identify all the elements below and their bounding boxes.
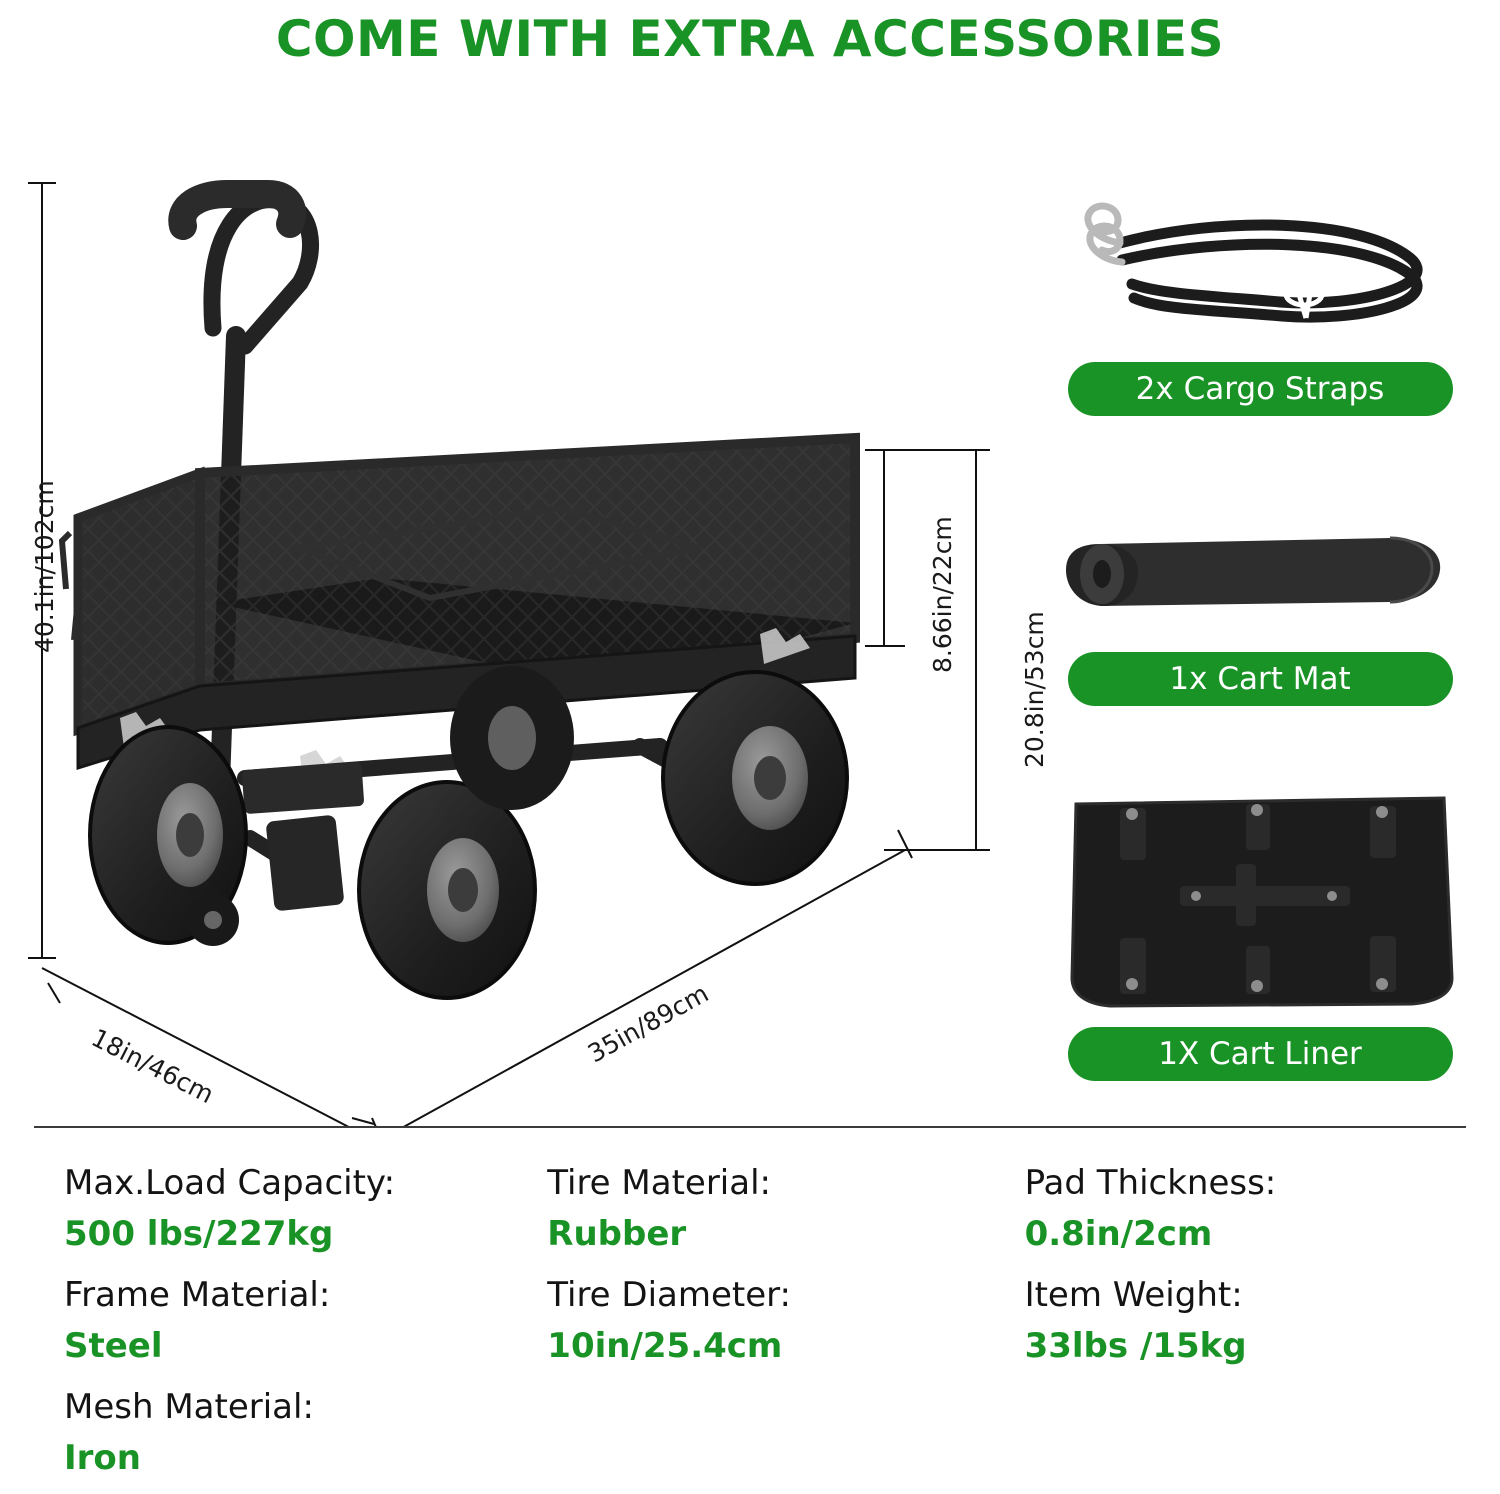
spec-column-3: [989, 1150, 1466, 1494]
wheel-steer-left: [359, 782, 535, 998]
spec-value: Rubber: [547, 1214, 687, 1254]
spec-label: Pad Thickness:: [1024, 1163, 1277, 1203]
spec-value: Iron: [64, 1438, 141, 1478]
spec-value: 0.8in/2cm: [1024, 1214, 1213, 1254]
caster-wheel: [187, 894, 239, 946]
garden-cart-drawing: [0, 78, 1030, 1128]
spec-column-2: [511, 1150, 988, 1494]
product-illustration-area: [0, 78, 1500, 1128]
dimension-side-panel-label: 8.66in/22cm: [928, 516, 957, 673]
spec-label: Max.Load Capacity:: [64, 1163, 396, 1203]
wheel-rear-right: [663, 672, 847, 884]
cargo-straps-icon: [1060, 198, 1460, 348]
spec-value: Steel: [64, 1326, 163, 1366]
cart-diagram: [0, 78, 1049, 1128]
accessory-cargo-straps: [1060, 198, 1460, 416]
cart-mat-icon: [1060, 498, 1460, 638]
spec-label: Tire Diameter:: [547, 1275, 791, 1315]
dimension-bed-height-label: 20.8in/53cm: [1020, 611, 1049, 768]
page-title: COME WITH EXTRA ACCESSORIES: [275, 10, 1225, 68]
accessories-list: [1040, 78, 1490, 1128]
dimension-height-label: 40.1in/102cm: [30, 480, 59, 653]
section-divider: [34, 1126, 1466, 1128]
specifications-table: [34, 1150, 1466, 1494]
spec-label: Frame Material:: [64, 1275, 331, 1315]
spec-label: Mesh Material:: [64, 1387, 314, 1427]
dimension-width-label: 18in/46cm: [86, 1023, 219, 1110]
spec-value: 10in/25.4cm: [547, 1326, 783, 1366]
spec-label: Tire Material:: [547, 1163, 771, 1203]
accessory-label-cargo-straps: 2x Cargo Straps: [1068, 362, 1453, 416]
header: [0, 0, 1500, 78]
accessory-label-cart-mat: 1x Cart Mat: [1068, 652, 1453, 706]
spec-value: 33lbs /15kg: [1024, 1326, 1247, 1366]
accessory-label-cart-liner: 1X Cart Liner: [1068, 1027, 1453, 1081]
spec-value: 500 lbs/227kg: [64, 1214, 334, 1254]
wheel-rear-inner: [450, 666, 574, 810]
accessory-cart-mat: [1060, 498, 1460, 706]
dimension-length-label: 35in/89cm: [583, 978, 714, 1069]
cart-liner-icon: [1060, 778, 1460, 1013]
accessory-cart-liner: [1060, 778, 1460, 1081]
spec-label: Item Weight:: [1024, 1275, 1243, 1315]
spec-column-1: [34, 1150, 511, 1494]
